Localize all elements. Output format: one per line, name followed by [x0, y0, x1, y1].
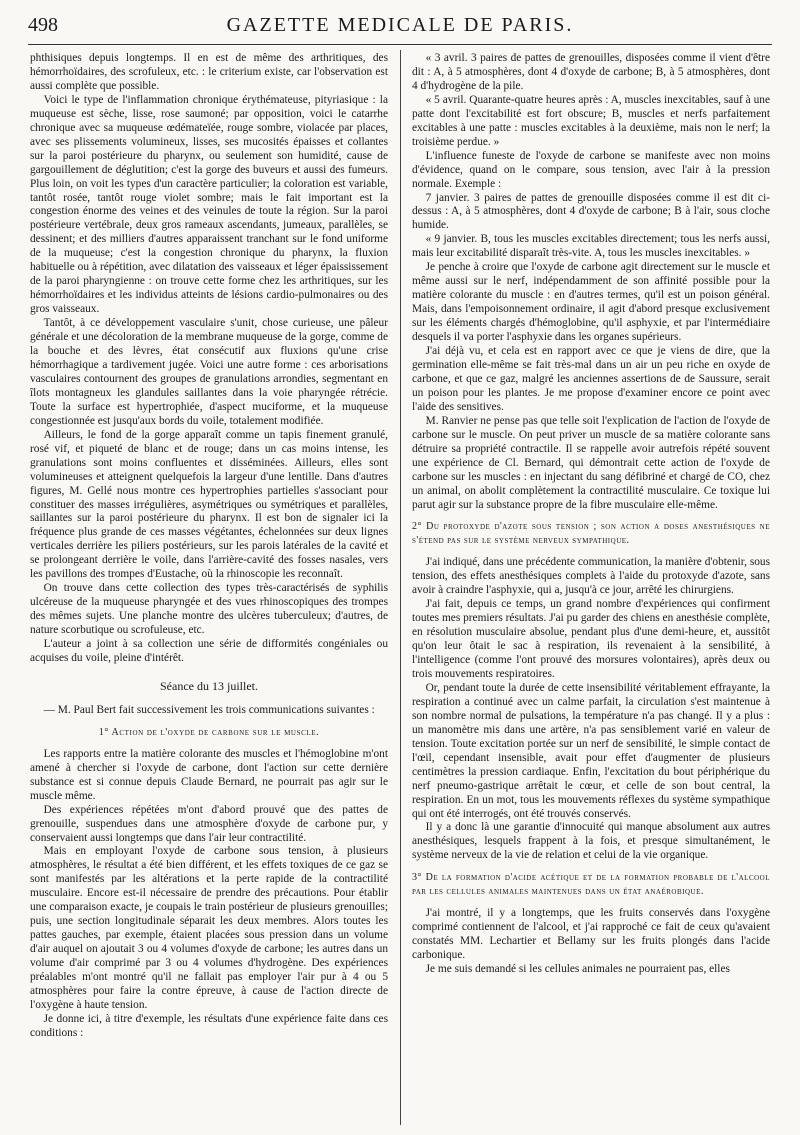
paragraph: L'influence funeste de l'oxyde de carbone se manifeste avec non moins d'évidence, quand on le compare, sous tension, avec l'air à la pression normale. Exemple :: [412, 149, 770, 190]
page-number: 498: [28, 14, 58, 36]
session-heading: Séance du 13 juillet.: [160, 678, 258, 693]
paragraph: M. Ranvier ne pense pas que telle soit l'explication de l'action de l'oxyde de carbone sur le muscle. On peut priver un muscle de sa matière colorante sans détruire sa propriété contractile. Il se rappelle avoir autrefois répété souvent une expérience de Cl. Bernard, qui démontrait cette action de l'oxyde de carbone sur les muscles : en injectant du sang défibriné et chargé de CO, chez un animal, on abolit complètement la contractilité musculaire. Ce toxique lui parut agir sur la substance propre de la fibre musculaire elle-même.: [412, 414, 770, 511]
page-header: [28, 14, 772, 42]
paragraph: Des expériences répétées m'ont d'abord prouvé que des pattes de grenouille, suspendues dans une atmosphère d'oxyde de carbone pur, y conservaient aussi longtemps que dans l'air leur contractilité.: [30, 803, 388, 844]
paragraph: Tantôt, à ce développement vasculaire s'unit, chose curieuse, une pâleur générale et une décoloration de la membrane muqueuse de la gorge, comme de la bouche et des lèvres, état consécutif aux fluxions qu'une crise hémorrhagique a tardivement jugée. Voici une autre forme : ces arborisations vasculaires contournent des groupes de granulations arrondies, segmentant en îlots montagneux les glandules saillantes dans la voie pharyngée rétrécie. Toute la surface est hypertrophiée, d'aspect muciforme, et la muqueuse congestionnée est jusqu'aux bords du voile, totalement modifiée.: [30, 317, 388, 427]
left-column: [30, 52, 388, 1122]
paragraph: J'ai fait, depuis ce temps, un grand nombre d'expériences qui confirment toutes mes premiers résultats. J'ai pu garder des chiens en anesthésie complète, en résolution musculaire absolue, pendant plus d'une demi-heure, et, aussitôt qu'on leur ôtait le sac à respiration, ils revenaient à la sensibilité, à l'intelligence (comme l'ont prouvé des morsures volontaires), après deux ou trois mouvements respiratoires.: [412, 598, 770, 680]
paragraph: Je donne ici, à titre d'exemple, les résultats d'une expérience faite dans ces conditions :: [30, 1012, 388, 1039]
column-divider: [400, 50, 401, 1125]
paragraph: « 3 avril. 3 paires de pattes de grenouilles, disposées comme il vient d'être dit : A, à 5 atmosphères, dont 4 d'oxyde de carbone; B, à 5 atmosphères, dont 4 d'hydrogène de la pile.: [412, 52, 770, 92]
paragraph: Je me suis demandé si les cellules animales ne pourraient pas, elles: [425, 963, 730, 976]
paragraph: J'ai indiqué, dans une précédente communication, la manière d'obtenir, sous tension, des effets anesthésiques complets à l'aide du protoxyde d'azote, sans avoir à craindre l'asphyxie, qui a, jusqu'à ce jour, arrêté les chirurgiens.: [412, 556, 770, 597]
paragraph: Les rapports entre la matière colorante des muscles et l'hémoglobine m'ont amené à chercher si l'oxyde de carbone, dont l'action sur cette dernière substance est si connue depuis Claude Bernard, ne pourrait pas agir sur le muscle même.: [30, 747, 388, 802]
right-column: [412, 52, 770, 1122]
section-heading: 3° De la formation d'acide acétique et de la formation probable de l'alcool par les cellules animales maintenues dans un état anaérobique.: [412, 872, 770, 898]
paragraph: « 9 janvier. B, tous les muscles excitables directement; tous les nerfs aussi, mais leur excitabilité disparaît très-vite. A, tous les muscles inexcitables. »: [412, 233, 770, 260]
section-heading: 1° Action de l'oxyde de carbone sur le muscle.: [98, 726, 320, 738]
paragraph: Ailleurs, le fond de la gorge apparaît comme un tapis finement granulé, rosé vif, et piqueté de blanc et de rouge; dans un cas moins intense, les granulations sont moins confluentes et disséminées. Ailleurs, elles sont volumineuses et atteignent quelquefois la largeur d'une lentille. Dans d'autres figures, M. Gellé nous montre ces hypertrophies partielles s'associant pour constituer des masses irrégulières, asymétriques ou symétriques et parallèles, saillantes sur la paroi postérieure du pharynx. Il est bon de signaler ici la fréquence plus grande de ces masses végétantes, échelonnées sur deux lignes verticales derrière les piliers postérieurs, sur les parois latérales de la cavité et se prolongeant derrière le voile, dans l'arrière-cavité des fosses nasales, vers les pavillons des trompes d'Eustache, où la rhinoscopie les reconnaît.: [30, 428, 388, 581]
section-heading: 2° Du protoxyde d'azote sous tension ; son action a doses anesthésiques ne s'étend pas sur le système nerveux sympathique.: [412, 521, 770, 547]
paragraph: Voici le type de l'inflammation chronique érythémateuse, pityriasique : la muqueuse est sèche, lisse, rose saumoné; par opposition, voici le catarrhe chronique avec sa muqueuse œdémateïée, rouge sombre, violacée par places, avec ses plissements volumineux, lisses, ses mucosités épaisses et collantes sur la paroi postérieure du pharynx, ou seulement son humidité, cause de gargouillement de déglutition; c'est la gorge des buveurs et aussi des fumeurs. Plus loin, on voit les types d'un caractère particulier; la coloration est variable, tantôt rosée, tantôt rouge violet sombre; mais le fait important est la congestion énorme des veines et des veinules de toute la région. Sur la paroi postérieure vertébrale, deux gros rameaux ascendants, jumeaux, parallèles, se dessinent; et des milliers d'autres apparaissent tranchant sur le fond uniforme de la muqueuse; c'est la congestion chronique du pharynx, la fluxion habituelle ou à répétition, avec dilatation des vaisseaux et léger épaississement de la paroi pharyngienne : on trouve cette forme chez les arthritiques, sur les hémorrhoïdaires et les individus atteints de lésions cardio-pulmonaires ou des gros vaisseaux.: [30, 93, 388, 316]
paragraph: Je penche à croire que l'oxyde de carbone agit directement sur le muscle et même aussi sur le nerf, indépendamment de son affinité possible pour la matière colorante du muscle : en d'autres termes, qu'il est un poison général. Mais, dans l'empoisonnement ordinaire, il agit d'abord presque exclusivement sur les éléments chargés d'hémoglobine, qu'il asphyxie, et par l'intermédiaire desquels il va porter l'asphyxie dans les organes supérieurs.: [412, 261, 770, 344]
paragraph: J'ai déjà vu, et cela est en rapport avec ce que je viens de dire, que la germination elle-même se fait très-mal dans un air un peu riche en oxyde de carbone, et que ce gaz, malgré les anciennes assertions de de Saussure, serait un poison pour les plantes. Je me propose d'examiner encore ce point avec l'aide des sensitives.: [412, 345, 770, 413]
paragraph: On trouve dans cette collection des types très-caractérisés de syphilis ulcéreuse de la muqueuse pharyngée et des vues rhinoscopiques des trompes des mêmes sujets. Une planche montre des ulcères tuberculeux; d'autres, de nature scorbutique ou scrofuleuse, etc.: [30, 582, 388, 637]
paragraph: J'ai montré, il y a longtemps, que les fruits conservés dans l'oxygène comprimé contiennent de l'alcool, et j'ai rapproché ce fait de ceux qu'avaient constatés MM. Lechartier et Bellamy sur les fruits plongés dans l'acide carbonique.: [412, 907, 770, 962]
paragraph: Il y a donc là une garantie d'innocuité qui manque absolument aux autres anesthésiques, lesquels frappent à la fois, et presque simultanément, le système nerveux de la vie de relation et celui de la vie organique.: [412, 821, 770, 862]
header-rule: [28, 44, 772, 45]
paragraph: « 5 avril. Quarante-quatre heures après : A, muscles inexcitables, sauf à une patte dont l'excitabilité est fort obscure; B, muscles et nerfs parfaitement excitables à une patte : muscles excitables à la deuxième, mais non le nerf; la troisième perdue. »: [412, 93, 770, 148]
journal-title: GAZETTE MEDICALE DE PARIS.: [226, 14, 574, 36]
paragraph: phthisiques depuis longtemps. Il en est de même des arthritiques, des hémorrhoïdaires, des scrofuleux, etc. : le criterium existe, car l'observation est aussi complète que possible.: [30, 52, 388, 92]
paragraph: — M. Paul Bert fait successivement les trois communications suivantes :: [43, 703, 375, 716]
paragraph: Or, pendant toute la durée de cette insensibilité véritablement effrayante, la respiration a continué avec un calme parfait, la circulation s'est maintenue à son nombre normal de pulsations, la température n'a pas changé. Il y a plus : un manomètre mis dans une artère, n'a pas sensiblement varié en valeur de tension. Toute excitation portée sur un nerf de sensibilité, le simple contact de l'œil, cependant insensible, avait pour effet d'augmenter de plusieurs centimètres la pression cardiaque. Enfin, l'excitation du bout périphérique du nerf pneumo-gastrique arrêtait le cœur, et celle de son bout central, la respiration. En un mot, tous les mouvements réflexes du système sympathique qui ont été interrogés, ont été trouvés conservés.: [412, 681, 770, 820]
paragraph: 7 janvier. 3 paires de pattes de grenouille disposées comme il est dit ci-dessus : A, à 5 atmosphères, dont 4 d'oxyde de carbone; B à l'air, sous cloche humide.: [412, 191, 770, 232]
paragraph: L'auteur a joint à sa collection une série de difformités congéniales ou acquises du voile, pleine d'intérêt.: [30, 638, 388, 664]
paragraph: Mais en employant l'oxyde de carbone sous tension, à plusieurs atmosphères, le résultat a été bien différent, et les effets toxiques de ce gaz se sont manifestés par les altérations et la perte rapide de la contractilité musculaire. Encore est-il nécessaire de prendre des précautions. Pour établir une comparaison exacte, je coupais le train postérieur de plusieurs grenouilles; puis, une section longitudinale séparait les deux membres. Alors toutes les pattes gauches, par exemple, étaient placées sous pression dans un volume d'air auquel on ajoutait 3 ou 4 volumes d'oxyde de carbone; les autres dans un volume d'air comprimé par 3 ou 4 volumes d'hydrogène. Des expériences préalables m'ont montré qu'il ne fallait pas employer l'air pur à 4 ou 5 atmosphères pour faire la contre épreuve, à cause de l'action directe de l'oxygène à haute tension.: [30, 845, 388, 1011]
